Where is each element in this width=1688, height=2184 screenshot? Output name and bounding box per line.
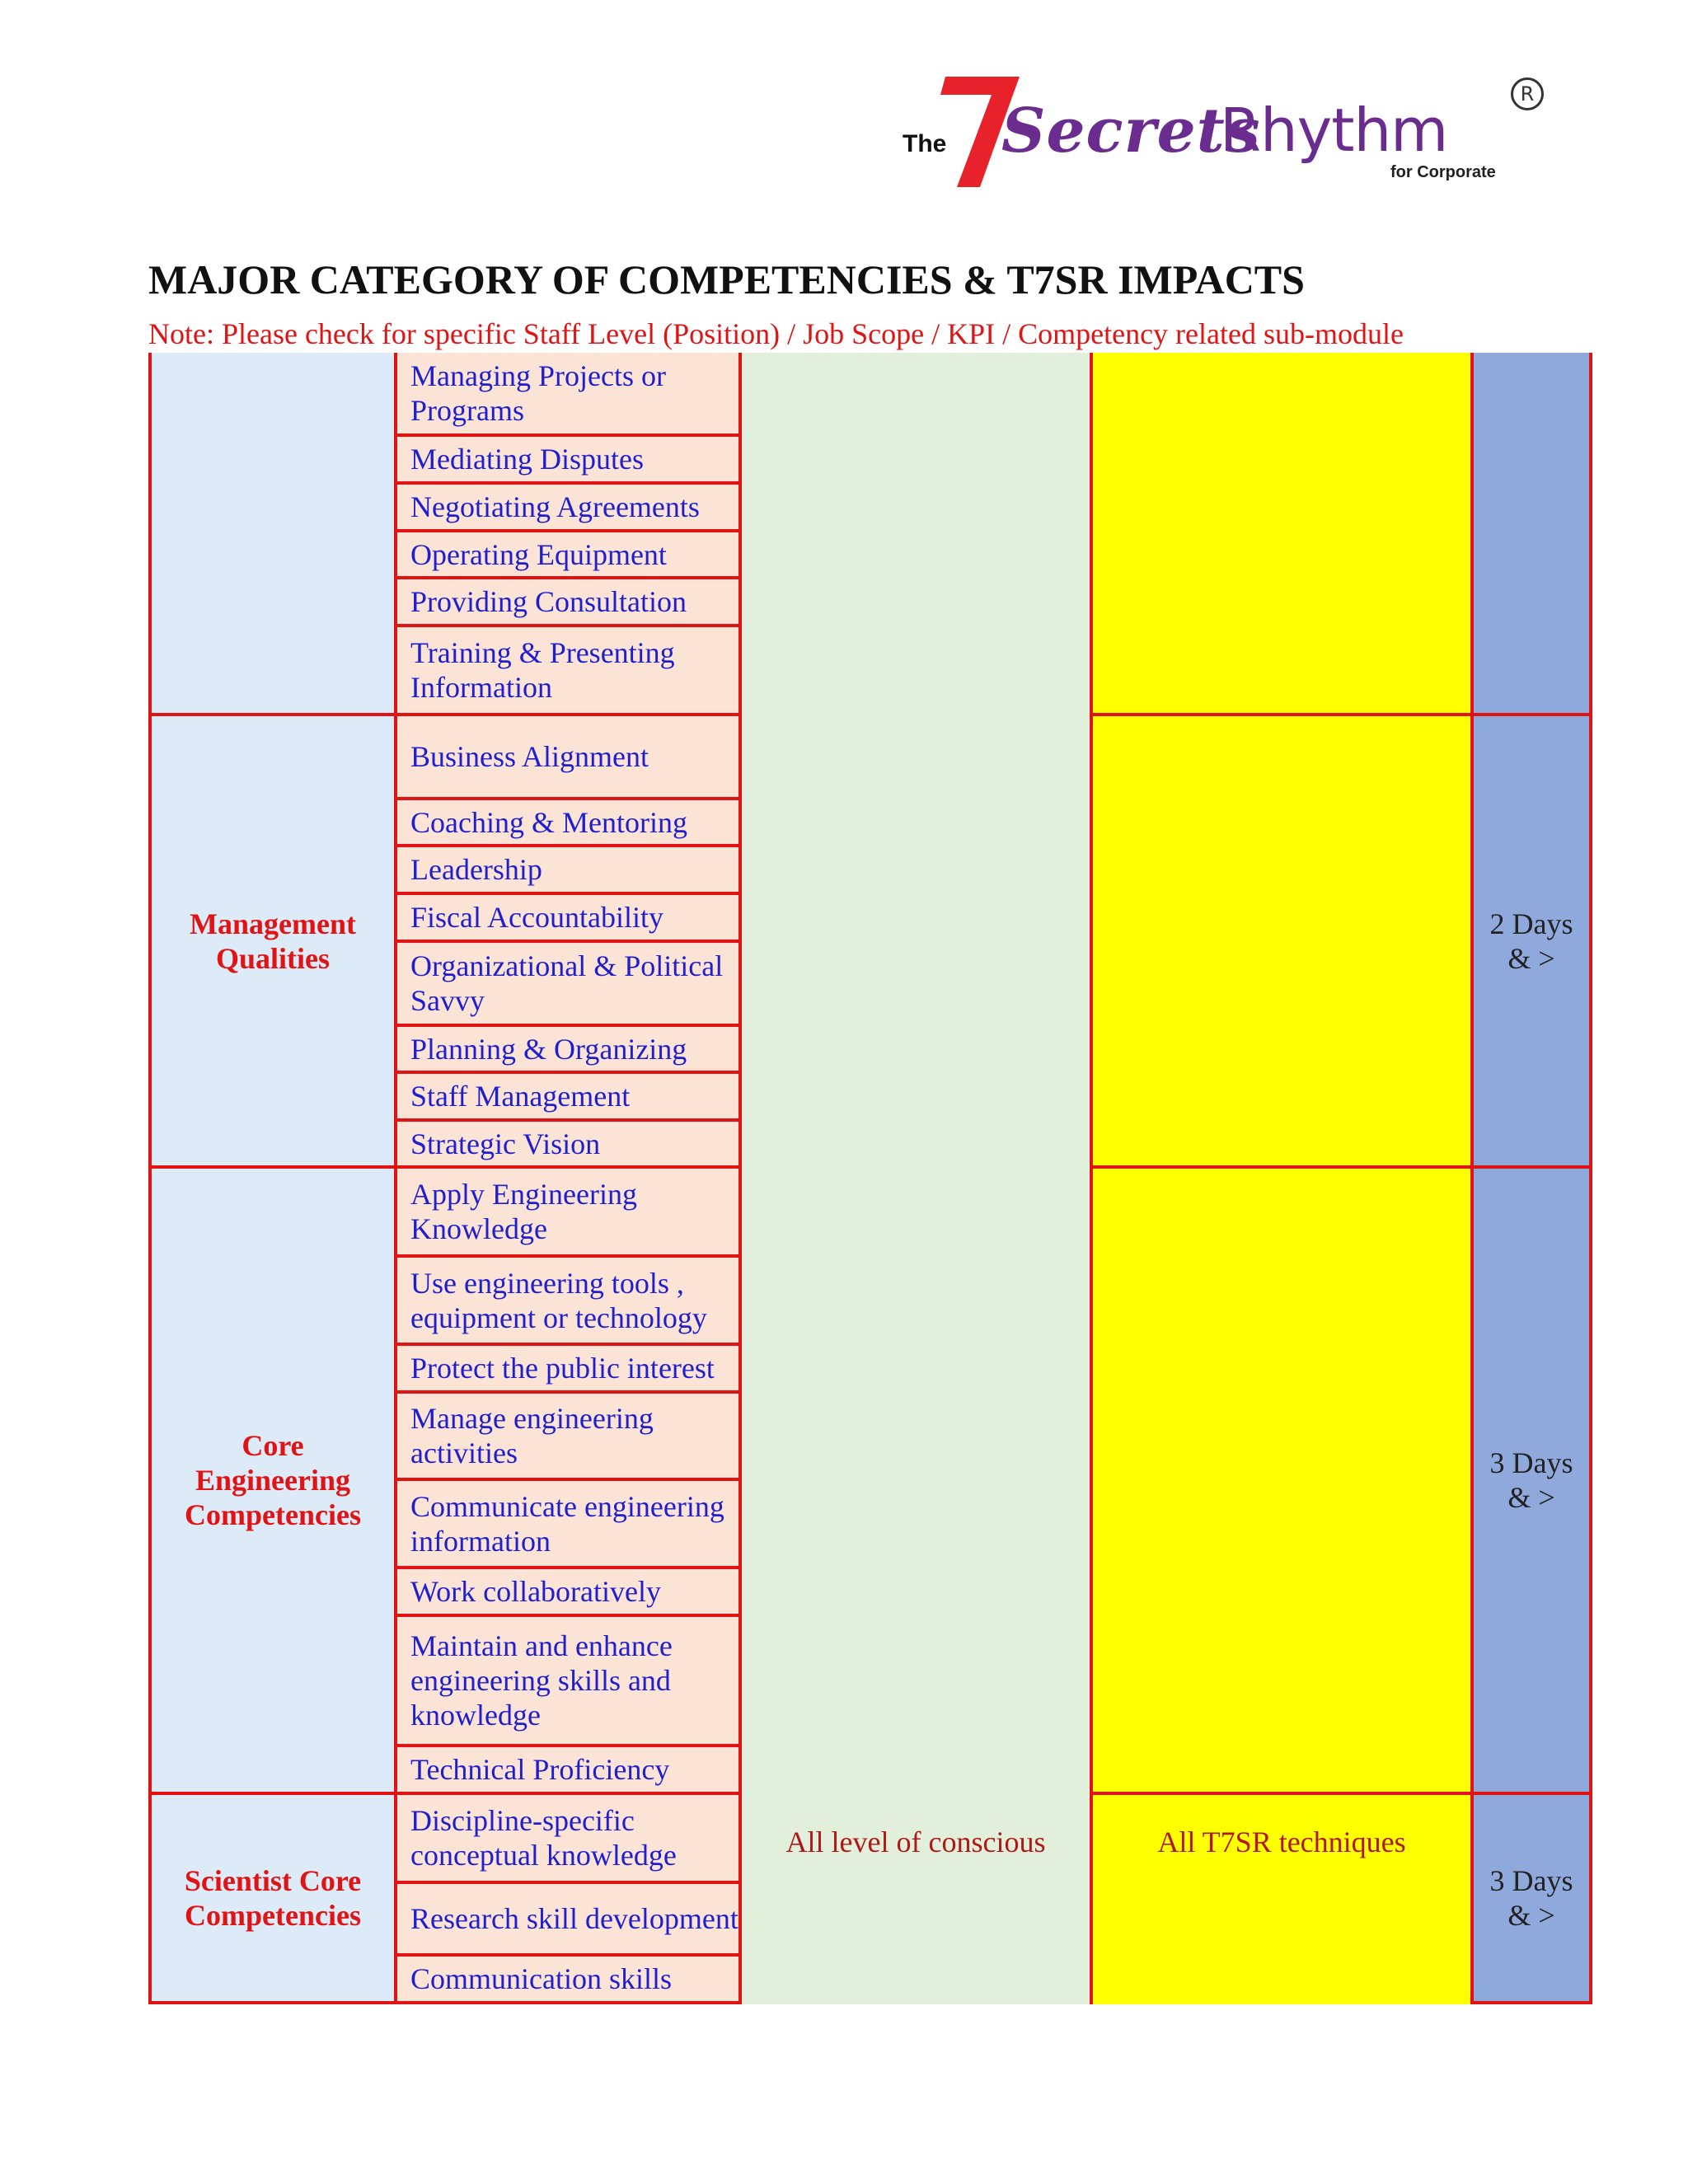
competency-item: Staff Management xyxy=(394,1074,742,1122)
duration-label: 3 Days xyxy=(1489,1446,1573,1479)
category-cell-engineering xyxy=(148,1169,394,1795)
logo-secrets: Secrets xyxy=(1001,96,1261,166)
competency-item: Manage engineering activities xyxy=(394,1394,742,1481)
category-label: Management xyxy=(190,907,356,940)
category-cell-top xyxy=(148,353,394,716)
category-label: Core xyxy=(241,1429,304,1462)
competency-item: Work collaboratively xyxy=(394,1569,742,1617)
competency-item: Research skill development xyxy=(394,1884,742,1957)
brand-logo xyxy=(894,66,1554,198)
competency-table xyxy=(148,353,1592,1996)
competency-item: Training & Presenting Information xyxy=(394,627,742,716)
competency-item: Use engineering tools , equipment or technology xyxy=(394,1258,742,1346)
competency-item: Communicate engineering information xyxy=(394,1481,742,1569)
techniques-cell-scientist xyxy=(1090,1795,1470,2004)
techniques-text: All T7SR techniques xyxy=(1157,1825,1406,1858)
duration-cell-engineering xyxy=(1470,1169,1592,1795)
duration-label: 2 Days xyxy=(1489,907,1573,940)
competency-item: Leadership xyxy=(394,847,742,895)
techniques-cell-top xyxy=(1090,353,1470,716)
category-label: Engineering xyxy=(195,1464,350,1497)
conscious-text: All level of conscious xyxy=(785,1825,1046,1858)
competency-item: Operating Equipment xyxy=(394,532,742,579)
page-note: Note: Please check for specific Staff Level (Position) / Job Scope / KPI / Competency related sub-module xyxy=(148,317,1404,350)
duration-cell-scientist xyxy=(1470,1795,1592,2004)
competency-item: Mediating Disputes xyxy=(394,437,742,485)
competency-item: Maintain and enhance engineering skills and knowledge xyxy=(394,1617,742,1747)
competency-item: Planning & Organizing xyxy=(394,1027,742,1074)
competency-item: Technical Proficiency xyxy=(394,1747,742,1795)
competency-item: Strategic Vision xyxy=(394,1122,742,1169)
competency-item: Communication skills xyxy=(394,1957,742,2004)
category-label: Scientist Core xyxy=(184,1864,362,1897)
competency-item: Providing Consultation xyxy=(394,579,742,627)
competency-item: Business Alignment xyxy=(394,716,742,800)
competency-item: Managing Projects or Programs xyxy=(394,353,742,437)
registered-mark: R xyxy=(1511,77,1544,110)
duration-cell-management xyxy=(1470,716,1592,1169)
duration-label: & > xyxy=(1507,941,1555,975)
competency-item: Negotiating Agreements xyxy=(394,485,742,532)
techniques-cell-management xyxy=(1090,716,1470,1169)
competency-item: Organizational & Political Savvy xyxy=(394,943,742,1027)
conscious-cell-engineering xyxy=(742,1169,1090,1795)
logo-rhythm: Rhythm xyxy=(1220,96,1448,165)
competency-item: Protect the public interest xyxy=(394,1346,742,1394)
category-cell-management xyxy=(148,716,394,1169)
category-label: Competencies xyxy=(185,1899,361,1932)
competency-item: Coaching & Mentoring xyxy=(394,800,742,847)
logo-the: The xyxy=(903,130,947,157)
duration-cell-top xyxy=(1470,353,1592,716)
conscious-cell-top xyxy=(742,353,1090,716)
category-label: Competencies xyxy=(185,1498,361,1531)
techniques-cell-engineering xyxy=(1090,1169,1470,1795)
conscious-cell-scientist xyxy=(742,1795,1090,2004)
category-cell-scientist xyxy=(148,1795,394,2004)
duration-label: & > xyxy=(1507,1899,1555,1932)
competency-item: Discipline-specific conceptual knowledge xyxy=(394,1795,742,1884)
conscious-cell-management xyxy=(742,716,1090,1169)
logo-tagline: for Corporate xyxy=(1390,163,1496,181)
duration-label: & > xyxy=(1507,1481,1555,1514)
competency-item: Fiscal Accountability xyxy=(394,895,742,943)
category-label: Qualities xyxy=(215,941,330,975)
page-title: MAJOR CATEGORY OF COMPETENCIES & T7SR IMPACTS xyxy=(148,256,1305,302)
duration-label: 3 Days xyxy=(1489,1864,1573,1897)
competency-item: Apply Engineering Knowledge xyxy=(394,1169,742,1258)
